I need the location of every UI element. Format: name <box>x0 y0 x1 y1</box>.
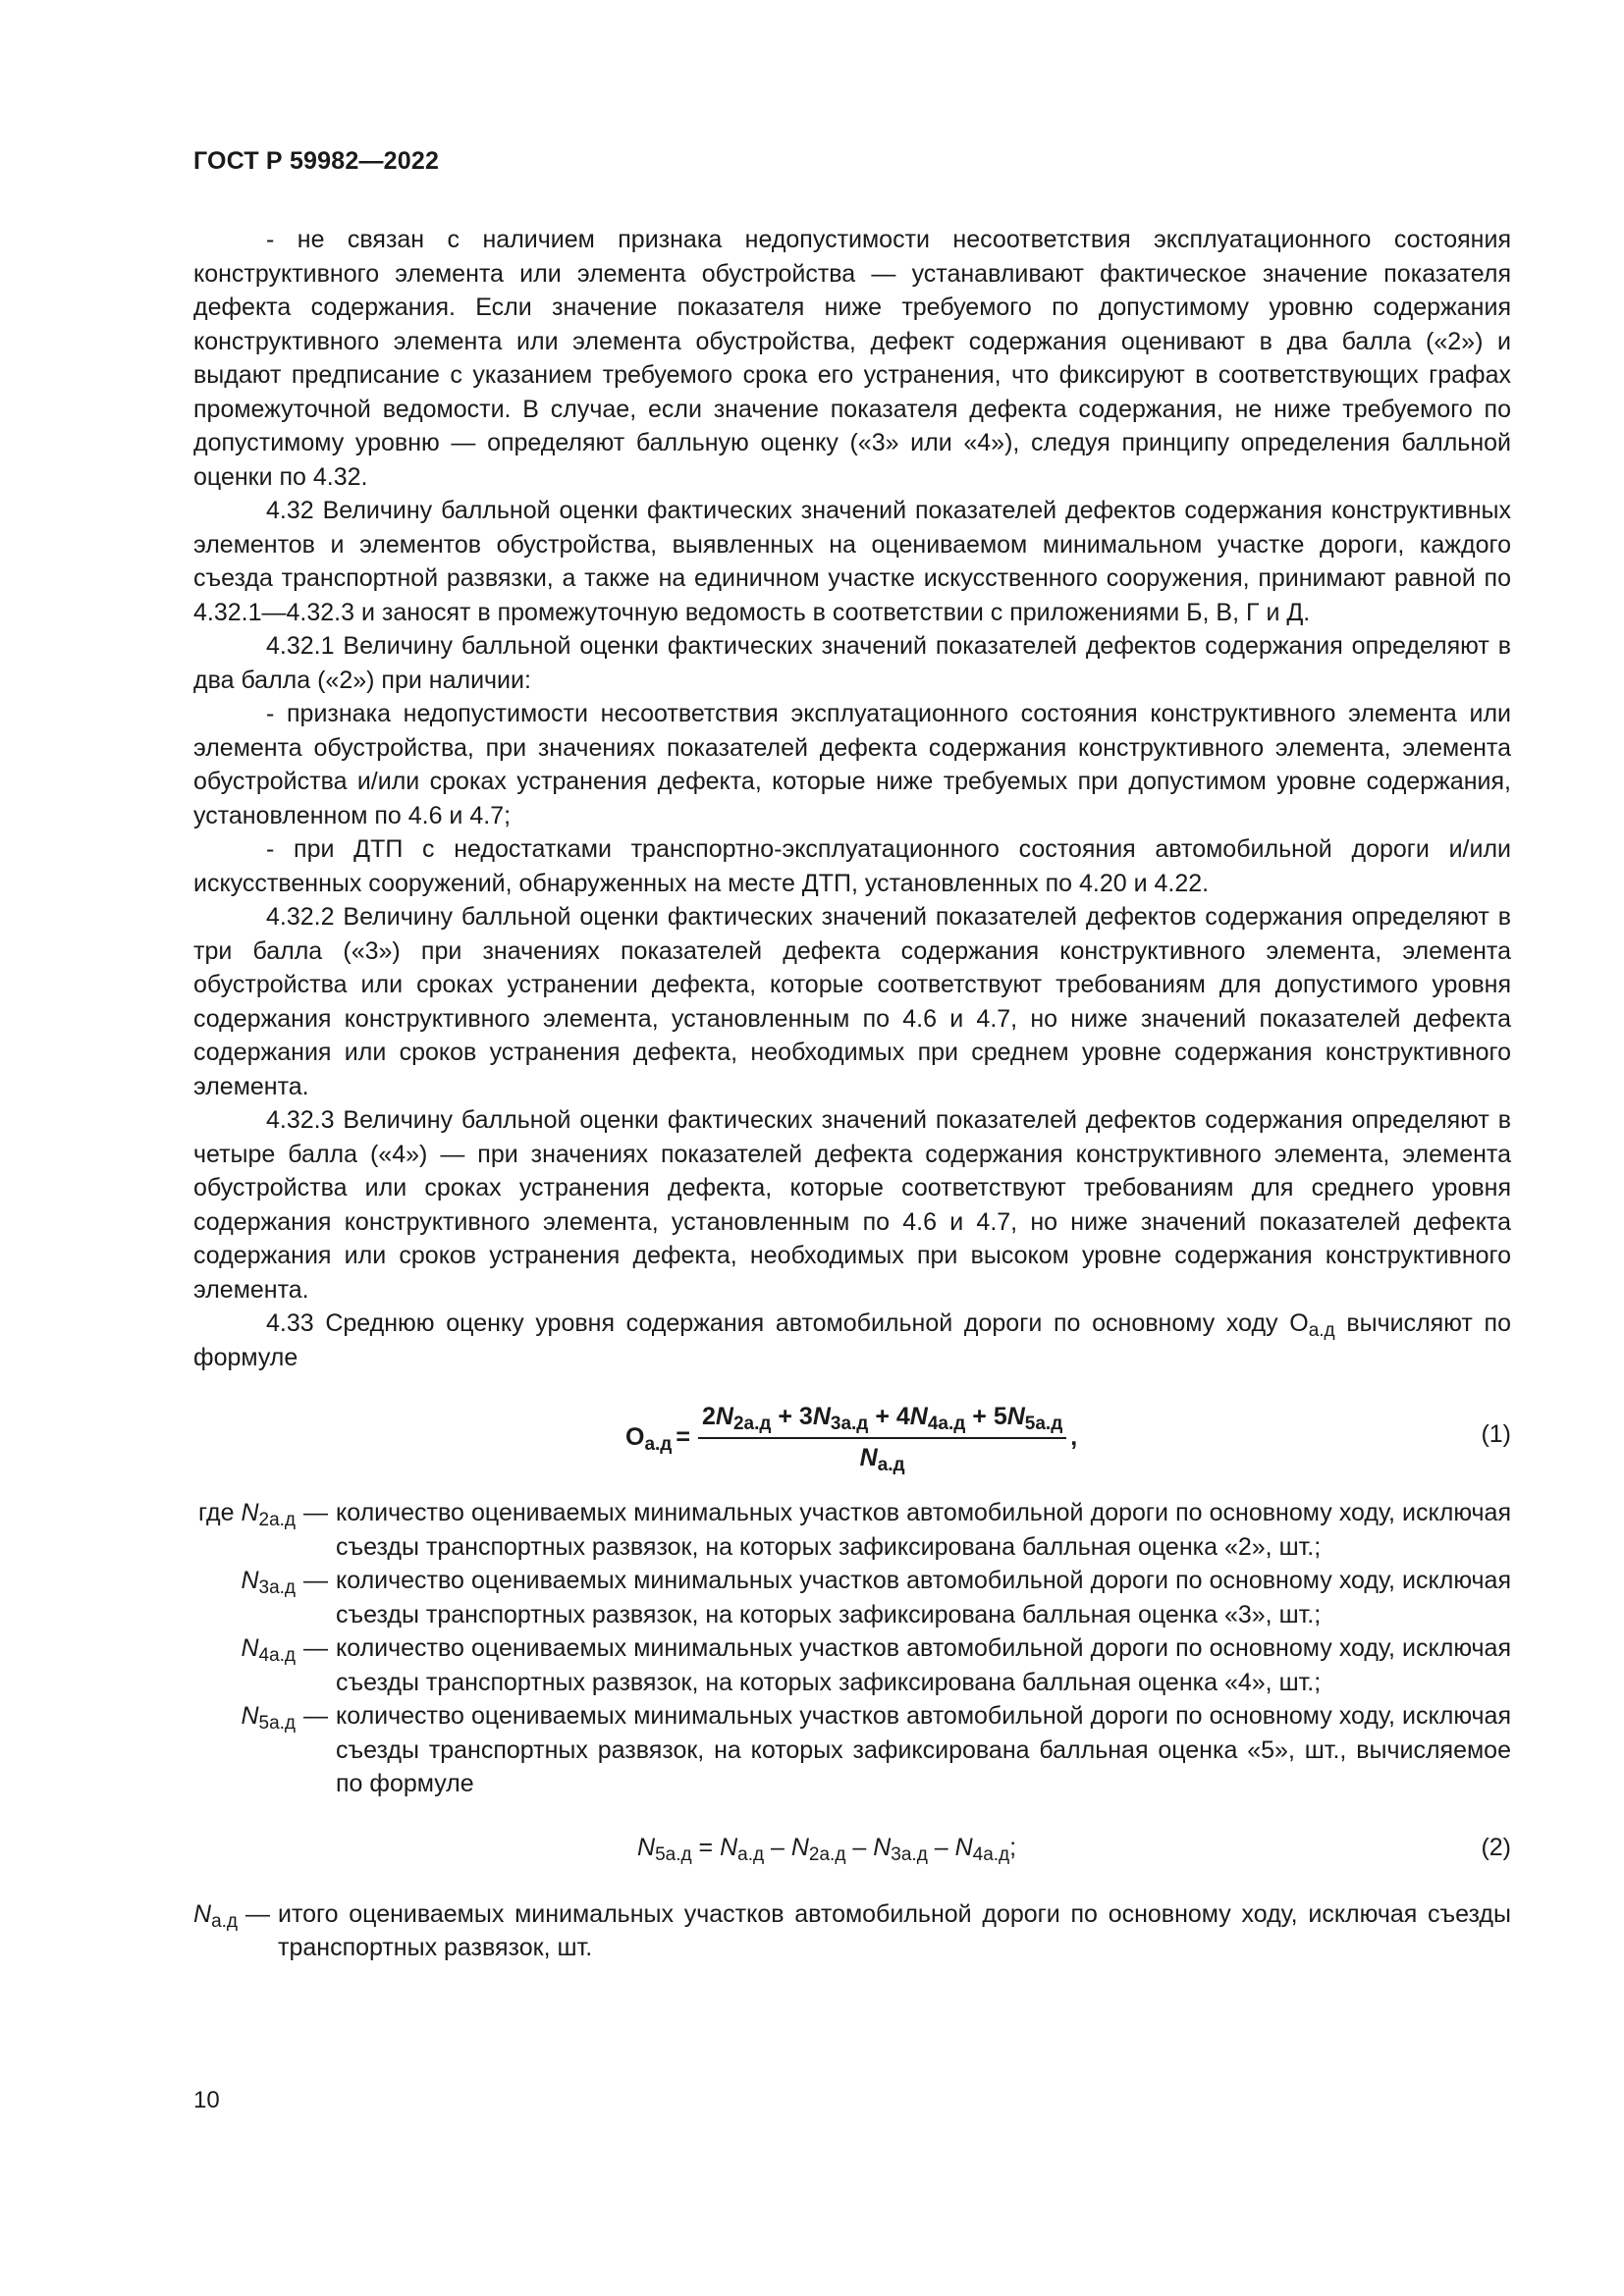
f2-var: N <box>790 1833 809 1861</box>
definition-sub: 3а.д <box>258 1577 296 1598</box>
paragraph-intro-item: - не связан с наличием признака недопустимости несоответствия эксплуатационного состояния конструктивного элемента или элемента обустройства — устанавливают фактическое значение показателя дефекта содержания. Если значение показателя ниже требуемого по допустимому уровню содержания конструктивного элемента или элемента обустройства, дефект содержания оценивают в два балла («2») и выдают предписание с указанием требуемого срока его устранения, что фиксируют в соответствующих графах промежуточной ведомости. В случае, если значение показателя дефекта содержания, не ниже требуемого по допустимому уровню — определяют балльную оценку («3» или «4»), следуя принципу определения балльной оценки по 4.32. <box>193 226 1511 491</box>
f2-lhs-sub: 5а.д <box>655 1843 692 1865</box>
den-sub: а.д <box>877 1454 905 1475</box>
coef-3: + 3 <box>778 1403 813 1430</box>
formula-1-fraction <box>698 1400 1066 1474</box>
definition-sub: 2а.д <box>258 1510 296 1530</box>
coef-2: 2 <box>701 1403 716 1430</box>
formula-1-denominator <box>860 1439 905 1475</box>
formula-1-lhs-sub: а.д <box>644 1433 673 1455</box>
f2-minus: – <box>764 1833 791 1861</box>
sub-4: 4а.д <box>927 1414 966 1434</box>
definition-var: N <box>241 1634 259 1662</box>
definition-text: количество оцениваемых минимальных участков автомобильной дороги по основному ходу, исключая съезды транспортных развязок, на которых зафиксирована балльная оценка «5», шт., вычисляемое по формуле <box>336 1702 1511 1797</box>
definition-item <box>193 1564 1511 1631</box>
page-number: 10 <box>193 2087 220 2113</box>
f2-minus: – <box>927 1833 955 1861</box>
formula-1-lhs-symbol: О <box>625 1422 645 1451</box>
sub-2: 2а.д <box>732 1414 772 1434</box>
paragraph-4-32-3: 4.32.3 Величину балльной оценки фактических значений показателей дефектов содержания определяют в четыре балла («4») — при значениях показателей дефекта содержания конструктивного элемента, элемента обустройства или сроках устранения дефекта, которые соответствуют требованиям для среднего уровня содержания конструктивного элемента, установленным по 4.6 и 4.7, но ниже значений показателей дефекта содержания или сроков устранения дефекта, необходимых при высоком уровне содержания конструктивного элемента. <box>193 1106 1511 1304</box>
definition-item <box>193 1699 1511 1801</box>
f2-var: N <box>720 1833 738 1861</box>
sub-3: 3а.д <box>830 1414 869 1434</box>
definition-text: количество оцениваемых минимальных участков автомобильной дороги по основному ходу, исключая съезды транспортных развязок, на которых зафиксирована балльная оценка «4», шт.; <box>336 1634 1511 1696</box>
final-definition-dash: — <box>245 1899 270 1928</box>
f2-semicolon: ; <box>1009 1833 1017 1861</box>
formula-2-expression <box>637 1831 1016 1865</box>
sub-5: 5а.д <box>1024 1414 1063 1434</box>
coef-4: + 4 <box>875 1403 910 1430</box>
paragraph-list-item-1: - признака недопустимости несоответствия эксплуатационного состояния конструктивного элемента или элемента обустройства, при значениях показателей дефекта содержания конструктивного элемента, элемента обустройства и/или сроках устранения дефекта, которые ниже требуемых при допустимом уровне содержания, установленном по 4.6 и 4.7; <box>193 700 1511 829</box>
paragraph-4-32: 4.32 Величину балльной оценки фактических значений показателей дефектов содержания конструктивных элементов и элементов обустройства, выявленных на оцениваемом минимальном участке дороги, каждого съезда транспортной развязки, а также на единичном участке искусственного сооружения, принимают равной по 4.32.1—4.32.3 и заносят в промежуточную ведомость в соответствии с приложениями Б, В, Г и Д. <box>193 497 1511 626</box>
var-n-4: N <box>909 1403 928 1430</box>
coef-5: + 5 <box>972 1403 1007 1430</box>
paragraph-4-32-2: 4.32.2 Величину балльной оценки фактических значений показателей дефектов содержания определяют в три балла («3») при значениях показателей дефекта содержания конструктивного элемента, элемента обустройства или сроках устранении дефекта, которые соответствуют требованиям для допустимого уровня содержания конструктивного элемента, установленным по 4.6 и 4.7, но ниже значений показателей дефекта содержания или сроков устранения дефекта, необходимых при среднем уровне содержания конструктивного элемента. <box>193 903 1511 1100</box>
formula-1 <box>193 1396 1511 1478</box>
definition-term <box>193 1496 296 1530</box>
definition-prefix: где <box>198 1499 242 1526</box>
f2-var: N <box>954 1833 973 1861</box>
formula-1-equals: = <box>676 1422 690 1451</box>
f2-var: N <box>637 1833 656 1861</box>
paragraph-4-32-1: 4.32.1 Величину балльной оценки фактических значений показателей дефектов содержания определяют в два балла («2») при наличии: <box>193 632 1511 694</box>
f2-term1-sub: а.д <box>737 1843 765 1865</box>
definition-var: N <box>241 1702 259 1730</box>
f2-var: N <box>873 1833 892 1861</box>
f2-minus: – <box>845 1833 874 1861</box>
definition-dash: — <box>303 1702 328 1730</box>
definition-dash: — <box>303 1567 328 1594</box>
definition-text: количество оцениваемых минимальных участков автомобильной дороги по основному ходу, исключая съезды транспортных развязок, на которых зафиксирована балльная оценка «2», шт.; <box>336 1499 1511 1561</box>
formula-2 <box>193 1821 1511 1880</box>
formula-1-numerator <box>698 1400 1066 1439</box>
f2-equals: = <box>691 1833 721 1861</box>
definition-term <box>193 1564 296 1598</box>
definition-term <box>193 1699 296 1734</box>
definition-var: N <box>241 1499 259 1526</box>
formula-2-number: (2) <box>1481 1833 1511 1861</box>
formula-1-number: (1) <box>1481 1420 1511 1448</box>
definition-term <box>193 1631 296 1666</box>
definition-item <box>193 1496 1511 1564</box>
definition-dash: — <box>303 1634 328 1662</box>
page-body <box>193 223 1511 1965</box>
paragraph-4-33-text: 4.33 Среднюю оценку уровня содержания автомобильной дороги по основному ходу О <box>266 1309 1309 1337</box>
definition-sub: 5а.д <box>258 1713 296 1734</box>
den-var: N <box>859 1443 878 1471</box>
final-definition-var: N <box>193 1899 212 1928</box>
definition-item <box>193 1631 1511 1699</box>
definition-dash: — <box>303 1499 328 1526</box>
f2-term3-sub: 3а.д <box>891 1843 928 1865</box>
final-definition-sub: а.д <box>211 1910 238 1932</box>
var-n-3: N <box>812 1403 831 1430</box>
definitions-list <box>193 1496 1511 1801</box>
final-definition-text: итого оцениваемых минимальных участков автомобильной дороги по основному ходу, исключая съезды транспортных развязок, шт. <box>278 1899 1511 1961</box>
paragraph-4-33-sub: а.д <box>1308 1320 1335 1341</box>
var-n-5: N <box>1006 1403 1025 1430</box>
f2-term2-sub: 2а.д <box>808 1843 846 1865</box>
formula-1-lhs <box>625 1420 672 1455</box>
paragraph-list-item-2: - при ДТП с недостатками транспортно-эксплуатационного состояния автомобильной дороги и/или искусственных сооружений, обнаруженных на месте ДТП, установленных по 4.20 и 4.22. <box>193 835 1511 897</box>
f2-term4-sub: 4а.д <box>972 1843 1010 1865</box>
definition-sub: 4а.д <box>258 1645 296 1666</box>
var-n-2: N <box>715 1403 733 1430</box>
definition-text: количество оцениваемых минимальных участков автомобильной дороги по основному ходу, исключая съезды транспортных развязок, на которых зафиксирована балльная оценка «3», шт.; <box>336 1567 1511 1629</box>
paragraph-4-33-tail: вычисляют по формуле <box>193 1309 1511 1371</box>
final-definition <box>193 1897 1511 1965</box>
paragraph-4-33 <box>193 1307 1511 1374</box>
final-definition-term <box>193 1897 238 1932</box>
definition-var: N <box>241 1567 259 1594</box>
document-header: ГОСТ Р 59982—2022 <box>193 147 440 175</box>
formula-1-expression <box>625 1396 1077 1478</box>
formula-1-trailing-comma: , <box>1070 1422 1078 1451</box>
